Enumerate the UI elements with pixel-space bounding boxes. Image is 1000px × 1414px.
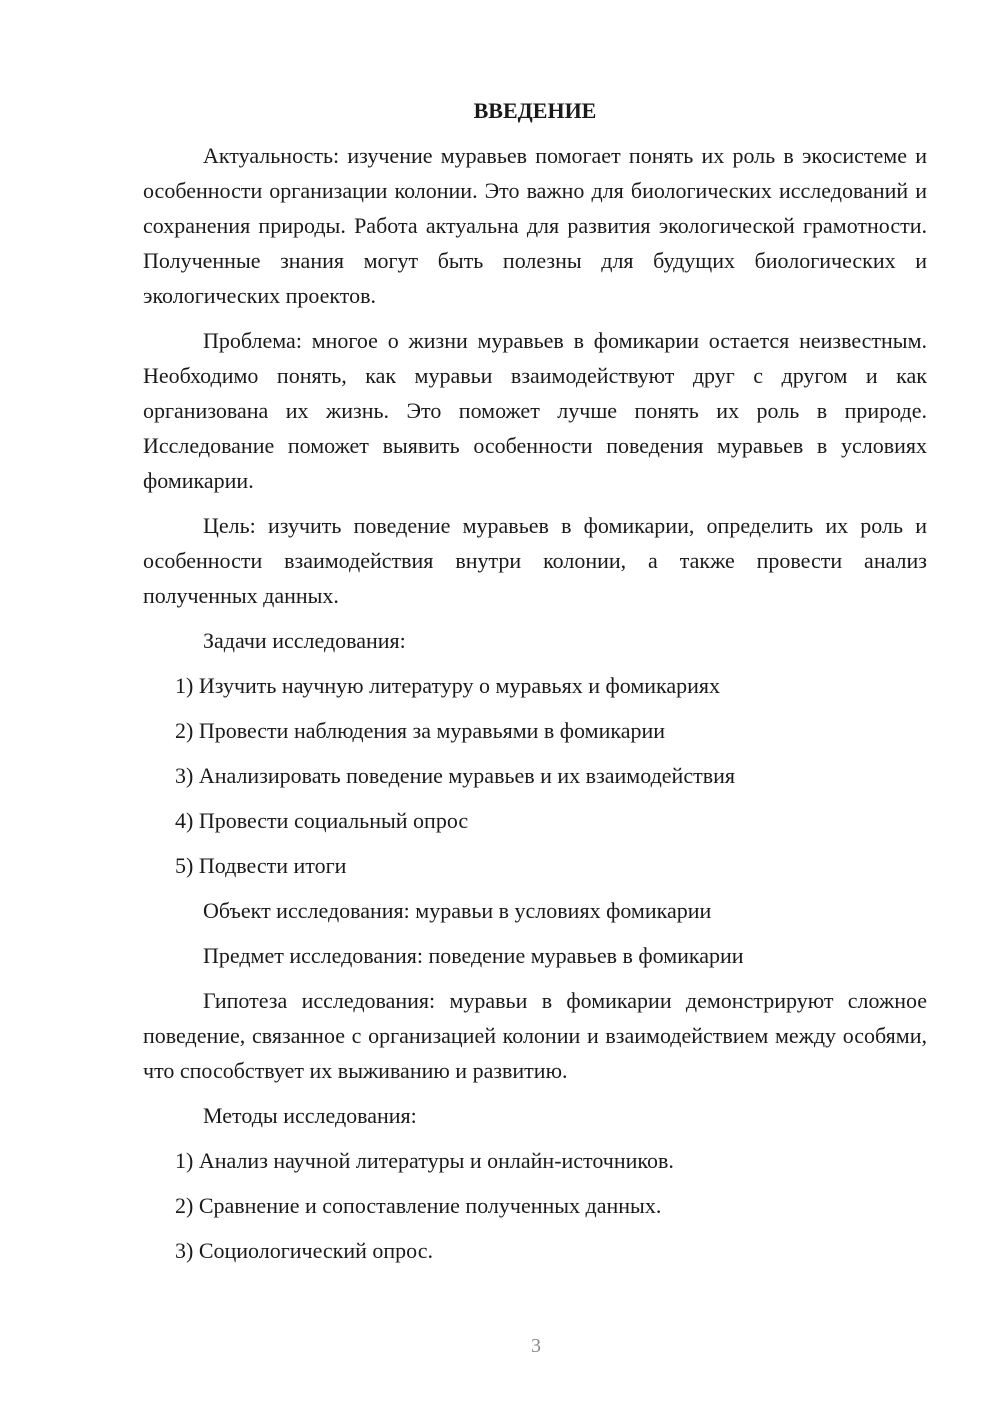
relevance-paragraph: Актуальность: изучение муравьев помогает понять их роль в экосистеме и особенности организации колонии. Это важно для биологических исследований и сохранения природы. Работа актуальна для развития экологической грамотности. Полученные знания могут быть полезны для будущих биологических и экологических проектов.	[143, 143, 927, 308]
research-subject: Предмет исследования: поведение муравьев в фомикарии	[203, 943, 744, 968]
goal-paragraph: Цель: изучить поведение муравьев в фомикарии, определить их роль и особенности взаимодействия внутри колонии, а также провести анализ полученных данных.	[143, 513, 927, 608]
method-item: 1) Анализ научной литературы и онлайн-источников.	[175, 1148, 674, 1173]
section-title: ВВЕДЕНИЕ	[473, 98, 597, 123]
task-item: 4) Провести социальный опрос	[175, 808, 469, 833]
task-item: 1) Изучить научную литературу о муравьях и фомикариях	[175, 673, 721, 698]
hypothesis-paragraph: Гипотеза исследования: муравьи в фомикарии демонстрируют сложное поведение, связанное с организацией колонии и взаимодействием между особями, что способствует их выживанию и развитию.	[143, 988, 927, 1083]
methods-heading: Методы исследования:	[203, 1103, 417, 1128]
page-content	[143, 93, 927, 1278]
task-item: 3) Анализировать поведение муравьев и их взаимодействия	[175, 763, 735, 788]
tasks-heading: Задачи исследования:	[203, 628, 406, 653]
method-item: 3) Социологический опрос.	[175, 1238, 433, 1263]
method-item: 2) Сравнение и сопоставление полученных данных.	[175, 1193, 662, 1218]
problem-paragraph: Проблема: многое о жизни муравьев в фомикарии остается неизвестным. Необходимо понять, как муравьи взаимодействуют друг с другом и как организована их жизнь. Это поможет лучше понять их роль в природе. Исследование поможет выявить особенности поведения муравьев в условиях фомикарии.	[143, 328, 927, 493]
task-item: 2) Провести наблюдения за муравьями в фомикарии	[175, 718, 666, 743]
research-object: Объект исследования: муравьи в условиях фомикарии	[203, 898, 712, 923]
task-item: 5) Подвести итоги	[175, 853, 347, 878]
page-number: 3	[531, 1335, 541, 1357]
